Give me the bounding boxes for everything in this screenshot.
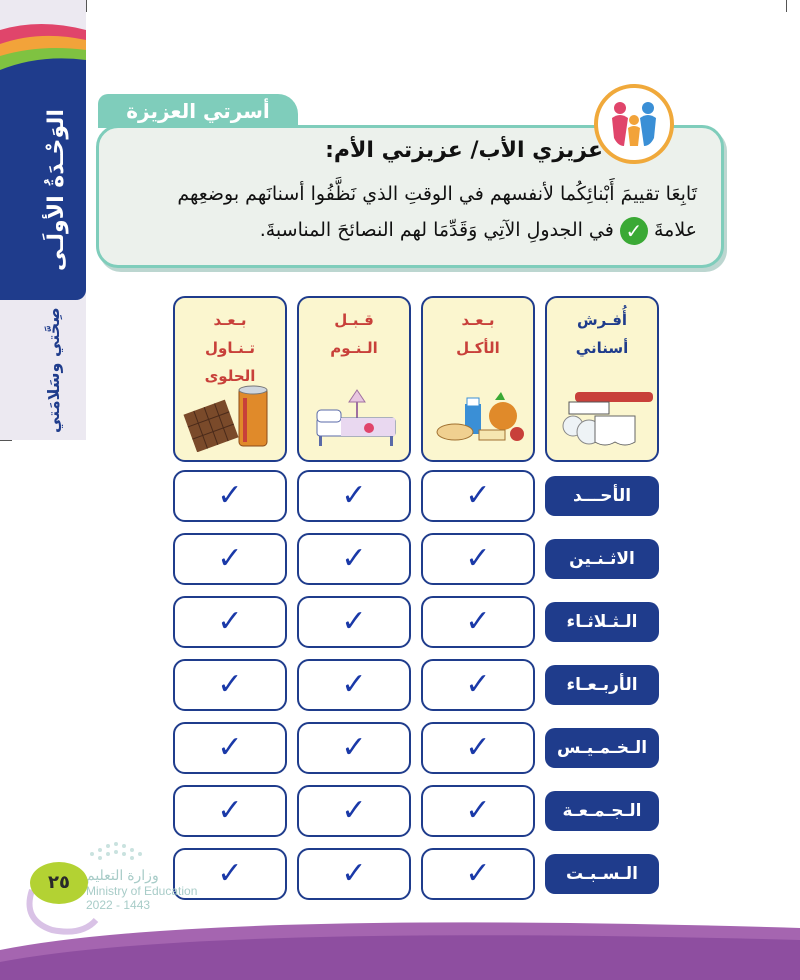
check-mark-icon: ✓: [217, 793, 243, 828]
check-cell[interactable]: [421, 470, 535, 522]
day-label: الـثـلاثـاء: [545, 602, 659, 642]
check-mark-icon: ✓: [465, 541, 491, 576]
check-mark-icon: ✓: [217, 667, 243, 702]
day-label: الأحـــد: [545, 476, 659, 516]
check-mark-icon: ✓: [341, 730, 367, 765]
header-after-eating: [421, 296, 535, 462]
day-label: الأربـعـاء: [545, 665, 659, 705]
header-before-sleep: [297, 296, 411, 462]
check-mark-icon: ✓: [217, 541, 243, 576]
check-cell[interactable]: [421, 848, 535, 900]
crop-mark: [786, 0, 787, 12]
check-mark-icon: ✓: [341, 856, 367, 891]
bottom-band: [0, 910, 800, 980]
subject-title: صِحَّتي وسَلامَتي: [44, 307, 63, 433]
check-cell[interactable]: [297, 596, 411, 648]
watermark-dots-icon: [86, 834, 166, 864]
green-check-icon: ✓: [620, 217, 648, 245]
page-number: ٢٥: [30, 862, 88, 904]
crop-mark: [0, 440, 12, 441]
check-cell[interactable]: [173, 659, 287, 711]
note-title: عزيزي الأب/ عزيزتي الأم:: [325, 138, 603, 163]
check-cell[interactable]: [297, 785, 411, 837]
header-after-sweets: [173, 296, 287, 462]
check-cell[interactable]: [297, 659, 411, 711]
check-cell[interactable]: [421, 596, 535, 648]
check-mark-icon: ✓: [341, 793, 367, 828]
check-mark-icon: ✓: [341, 604, 367, 639]
check-mark-icon: ✓: [465, 667, 491, 702]
header-label: بـعـد تـنـاول الحلوى: [204, 311, 256, 385]
check-mark-icon: ✓: [465, 793, 491, 828]
bed-icon: [307, 382, 405, 452]
watermark: وزارة التعليم Ministry of Education 2022 - 1443: [86, 867, 198, 912]
header-label: أُفـرش أسناني: [575, 311, 629, 357]
day-label: الـجـمـعـة: [545, 791, 659, 831]
check-cell[interactable]: [421, 659, 535, 711]
check-mark-icon: ✓: [341, 667, 367, 702]
check-cell[interactable]: [421, 533, 535, 585]
check-mark-icon: ✓: [465, 604, 491, 639]
day-label: الاثـنـين: [545, 539, 659, 579]
crop-mark: [86, 0, 87, 12]
check-mark-icon: ✓: [217, 856, 243, 891]
day-label: الـخـمـيـس: [545, 728, 659, 768]
section-tab: أسرتي العزيزة: [98, 94, 298, 128]
check-cell[interactable]: [421, 785, 535, 837]
header-label: بـعـد الأكـل: [456, 311, 500, 357]
check-cell[interactable]: [297, 470, 411, 522]
unit-title: الوَحْـدَةُ الأولَـى: [44, 109, 69, 271]
check-mark-icon: ✓: [217, 478, 243, 513]
check-mark-icon: ✓: [217, 604, 243, 639]
check-cell[interactable]: [297, 722, 411, 774]
note-line-2: علامةَ ✓ في الجدولِ الآتِي وَقَدِّمَا لهم النصائحَ المناسبةَ.: [259, 218, 697, 243]
check-cell[interactable]: [173, 722, 287, 774]
check-mark-icon: ✓: [341, 478, 367, 513]
check-cell[interactable]: [173, 470, 287, 522]
check-cell[interactable]: [297, 848, 411, 900]
check-cell[interactable]: [297, 533, 411, 585]
check-mark-icon: ✓: [217, 730, 243, 765]
check-mark-icon: ✓: [465, 730, 491, 765]
check-cell[interactable]: [173, 533, 287, 585]
check-cell[interactable]: [173, 596, 287, 648]
color-swoosh-icon: [0, 0, 86, 80]
check-cell[interactable]: [421, 722, 535, 774]
sweets-icon: [183, 382, 281, 452]
food-icon: [431, 382, 529, 452]
check-mark-icon: ✓: [465, 478, 491, 513]
header-label: قـبـل الـنـوم: [330, 311, 378, 357]
check-mark-icon: ✓: [465, 856, 491, 891]
check-mark-icon: ✓: [341, 541, 367, 576]
check-cell[interactable]: [173, 785, 287, 837]
header-brush-teeth: [545, 296, 659, 462]
family-logo-icon: [594, 84, 674, 164]
day-label: الـسـبـت: [545, 854, 659, 894]
toothbrush-icon: [555, 382, 653, 452]
note-body: [117, 176, 697, 248]
note-line-1: تَابِعَا تقييمَ أَبْنائِكُما لأنفسهم في الوقتِ الذي نَظَّفُوا أسنانَهم بوضعِهم: [177, 183, 697, 205]
